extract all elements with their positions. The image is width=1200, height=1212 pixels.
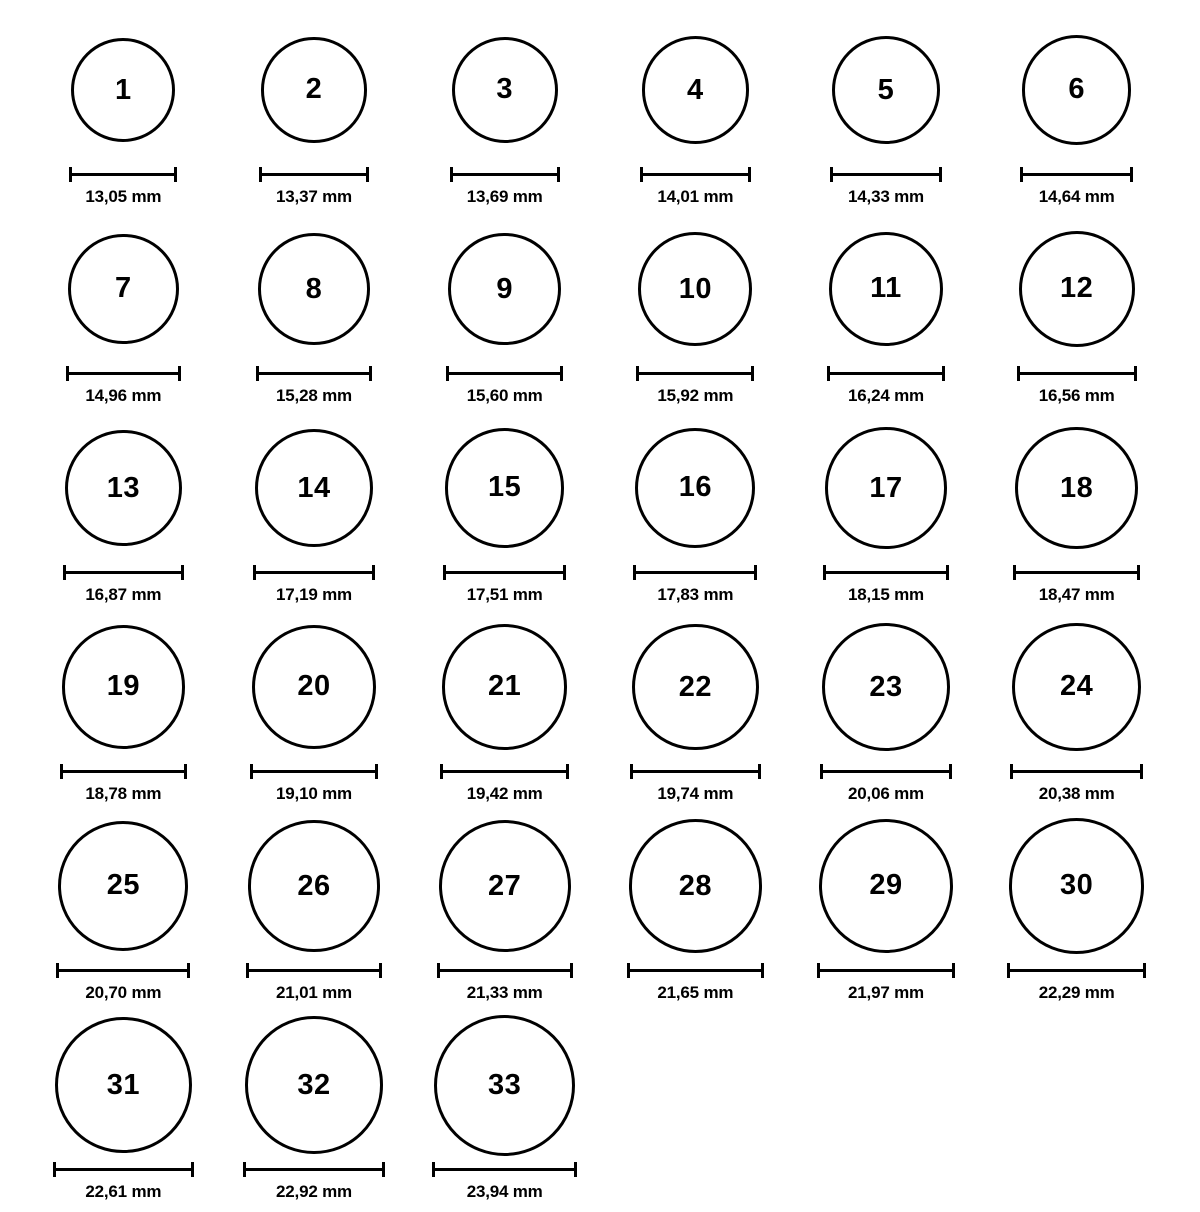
diameter-ruler-icon xyxy=(450,167,560,181)
measurement-bar-wrap xyxy=(250,763,379,779)
ruler-tick-right-icon xyxy=(372,565,375,580)
diameter-ruler-icon xyxy=(817,963,955,977)
diameter-ruler-icon xyxy=(60,764,187,778)
measurement-bar-wrap xyxy=(53,1161,193,1177)
diameter-ruler-icon xyxy=(63,565,184,579)
diameter-ruler-icon xyxy=(827,366,946,380)
diameter-value: 20,06 mm xyxy=(848,784,924,803)
ring-circle xyxy=(62,625,185,748)
ruler-tick-right-icon xyxy=(758,764,761,779)
ruler-tick-right-icon xyxy=(761,963,764,978)
ruler-tick-right-icon xyxy=(946,565,949,580)
ring-circle-wrap xyxy=(71,18,175,162)
ring-size-cell xyxy=(28,615,219,814)
diameter-ruler-icon xyxy=(640,167,751,181)
diameter-ruler-icon xyxy=(56,963,190,977)
ruler-tick-left-icon xyxy=(443,565,446,580)
ruler-tick-left-icon xyxy=(1013,565,1016,580)
measurement-bar-wrap xyxy=(63,564,184,580)
diameter-value: 23,94 mm xyxy=(466,1182,543,1201)
ring-circle xyxy=(448,233,561,346)
ring-circle-wrap xyxy=(819,814,953,958)
measurement-bar-wrap xyxy=(259,166,368,182)
ring-size-cell xyxy=(28,814,219,1013)
ring-size-cell xyxy=(409,1013,600,1212)
ruler-tick-right-icon xyxy=(949,764,952,779)
diameter-ruler-icon xyxy=(259,167,368,181)
ring-circle xyxy=(1022,35,1131,144)
ring-size-label: 6 xyxy=(1068,73,1085,106)
diameter-ruler-icon xyxy=(823,565,948,579)
diameter-ruler-icon xyxy=(256,366,372,380)
ring-circle xyxy=(255,429,373,547)
ruler-tick-right-icon xyxy=(375,764,378,779)
ring-circle-wrap xyxy=(629,814,762,958)
ring-size-label: 1 xyxy=(115,73,132,106)
ring-size-cell xyxy=(791,814,982,1013)
measurement-bar-wrap xyxy=(432,1161,577,1177)
ring-size-label: 31 xyxy=(106,1068,140,1101)
diameter-ruler-icon xyxy=(440,764,570,778)
ring-circle xyxy=(632,624,759,751)
ring-size-cell xyxy=(981,615,1172,814)
ring-size-cell xyxy=(219,217,410,416)
measurement-bar-wrap xyxy=(443,564,566,580)
ruler-tick-left-icon xyxy=(437,963,440,978)
ring-size-label: 11 xyxy=(870,272,902,305)
ring-size-label: 26 xyxy=(297,869,331,902)
ruler-tick-left-icon xyxy=(633,565,636,580)
ruler-tick-left-icon xyxy=(432,1162,435,1177)
ring-circle xyxy=(832,36,940,144)
diameter-value: 13,05 mm xyxy=(85,187,162,206)
measurement-bar-wrap xyxy=(633,564,757,580)
ruler-tick-left-icon xyxy=(53,1162,56,1177)
diameter-value: 14,64 mm xyxy=(1038,187,1115,206)
ring-size-label: 9 xyxy=(496,272,513,305)
ring-size-cell xyxy=(791,416,982,615)
ruler-tick-right-icon xyxy=(942,366,945,381)
ring-size-label: 8 xyxy=(305,272,323,305)
diameter-value: 17,51 mm xyxy=(466,585,543,604)
ring-circle-wrap xyxy=(822,615,950,759)
ring-circle xyxy=(1019,231,1135,347)
diameter-ruler-icon xyxy=(820,764,952,778)
ruler-tick-right-icon xyxy=(563,565,566,580)
diameter-value: 22,61 mm xyxy=(85,1182,162,1201)
ruler-tick-right-icon xyxy=(181,565,184,580)
measurement-bar-wrap xyxy=(636,365,754,381)
diameter-ruler-icon xyxy=(627,963,764,977)
ring-size-label: 2 xyxy=(305,73,323,106)
ruler-tick-left-icon xyxy=(630,764,633,779)
ring-size-label: 27 xyxy=(488,869,522,902)
ring-size-label: 3 xyxy=(496,73,513,106)
ring-circle xyxy=(248,820,379,951)
ring-size-label: 30 xyxy=(1060,869,1094,902)
ring-size-label: 14 xyxy=(297,471,331,504)
ring-size-cell xyxy=(791,18,982,217)
ruler-tick-left-icon xyxy=(636,366,639,381)
ring-circle-wrap xyxy=(632,615,759,759)
ring-size-cell xyxy=(981,217,1172,416)
diameter-value: 21,97 mm xyxy=(848,983,924,1002)
ring-size-cell xyxy=(981,18,1172,217)
diameter-value: 19,74 mm xyxy=(657,784,734,803)
ring-circle-wrap xyxy=(829,217,944,361)
ring-size-label: 33 xyxy=(488,1068,522,1101)
ruler-tick-left-icon xyxy=(820,764,823,779)
ring-circle-wrap xyxy=(62,615,185,759)
ruler-tick-left-icon xyxy=(1007,963,1010,978)
diameter-ruler-icon xyxy=(66,366,180,380)
measurement-bar-wrap xyxy=(243,1161,385,1177)
ruler-tick-left-icon xyxy=(830,167,833,182)
ring-circle-wrap xyxy=(1022,18,1131,162)
ruler-tick-left-icon xyxy=(259,167,262,182)
ruler-tick-left-icon xyxy=(627,963,630,978)
measurement-bar-wrap xyxy=(256,365,372,381)
ruler-tick-left-icon xyxy=(446,366,449,381)
diameter-value: 19,42 mm xyxy=(466,784,543,803)
diameter-ruler-icon xyxy=(246,963,381,977)
ring-circle xyxy=(65,430,182,547)
ring-size-label: 22 xyxy=(678,670,712,703)
ring-size-label: 24 xyxy=(1060,670,1094,703)
ring-size-cell xyxy=(219,416,410,615)
diameter-ruler-icon xyxy=(630,764,761,778)
ring-size-label: 16 xyxy=(678,471,712,504)
ring-circle xyxy=(252,625,377,750)
ring-size-cell xyxy=(600,217,791,416)
diameter-value: 21,65 mm xyxy=(657,983,734,1002)
ring-size-cell xyxy=(28,1013,219,1212)
ring-circle-wrap xyxy=(439,814,571,958)
ring-circle-wrap xyxy=(55,1013,191,1157)
ruler-tick-right-icon xyxy=(178,366,181,381)
ring-circle xyxy=(258,233,370,345)
diameter-value: 20,70 mm xyxy=(85,983,162,1002)
ring-circle xyxy=(635,428,755,548)
diameter-value: 15,92 mm xyxy=(657,386,734,405)
diameter-ruler-icon xyxy=(1013,565,1139,579)
diameter-value: 17,19 mm xyxy=(276,585,352,604)
ruler-tick-left-icon xyxy=(817,963,820,978)
ring-size-label: 19 xyxy=(106,670,140,703)
ring-size-grid xyxy=(28,18,1172,1212)
diameter-value: 19,10 mm xyxy=(276,784,352,803)
ring-circle xyxy=(445,428,564,547)
ring-size-cell xyxy=(791,615,982,814)
ring-circle-wrap xyxy=(638,217,752,361)
ring-size-cell xyxy=(28,416,219,615)
ring-size-label: 10 xyxy=(678,272,712,305)
ring-circle-wrap xyxy=(442,615,568,759)
diameter-ruler-icon xyxy=(1007,963,1146,977)
ruler-tick-left-icon xyxy=(827,366,830,381)
diameter-value: 17,83 mm xyxy=(657,585,734,604)
ring-size-label: 4 xyxy=(687,73,704,106)
ring-circle-wrap xyxy=(65,416,182,560)
ruler-tick-left-icon xyxy=(256,366,259,381)
ruler-tick-right-icon xyxy=(382,1162,385,1177)
ruler-tick-left-icon xyxy=(246,963,249,978)
ring-size-cell xyxy=(219,615,410,814)
ring-circle xyxy=(642,36,749,143)
diameter-ruler-icon xyxy=(633,565,757,579)
diameter-value: 14,33 mm xyxy=(848,187,924,206)
ring-size-cell xyxy=(600,615,791,814)
ring-size-cell xyxy=(409,217,600,416)
ring-size-cell xyxy=(981,416,1172,615)
ring-circle xyxy=(434,1015,575,1156)
ring-circle-wrap xyxy=(245,1013,383,1157)
ring-size-cell xyxy=(600,416,791,615)
ring-size-label: 23 xyxy=(869,670,903,703)
diameter-value: 13,37 mm xyxy=(276,187,352,206)
ruler-tick-right-icon xyxy=(369,366,372,381)
ruler-tick-right-icon xyxy=(1134,366,1137,381)
diameter-value: 18,47 mm xyxy=(1038,585,1115,604)
ruler-tick-right-icon xyxy=(560,366,563,381)
ruler-tick-right-icon xyxy=(570,963,573,978)
ruler-tick-right-icon xyxy=(191,1162,194,1177)
diameter-ruler-icon xyxy=(53,1162,193,1176)
measurement-bar-wrap xyxy=(630,763,761,779)
measurement-bar-wrap xyxy=(450,166,560,182)
diameter-value: 14,96 mm xyxy=(85,386,162,405)
ruler-tick-left-icon xyxy=(640,167,643,182)
ruler-tick-left-icon xyxy=(1020,167,1023,182)
ruler-tick-left-icon xyxy=(440,764,443,779)
ring-size-label: 13 xyxy=(106,471,140,504)
ring-circle xyxy=(58,821,188,951)
measurement-bar-wrap xyxy=(1020,166,1133,182)
ring-circle-wrap xyxy=(445,416,564,560)
ruler-tick-right-icon xyxy=(1143,963,1146,978)
ring-circle xyxy=(629,819,762,952)
diameter-ruler-icon xyxy=(1020,167,1133,181)
ring-circle xyxy=(1015,427,1137,549)
ring-circle xyxy=(439,820,571,952)
ring-size-label: 18 xyxy=(1060,471,1094,504)
measurement-bar-wrap xyxy=(246,962,381,978)
ruler-tick-right-icon xyxy=(1140,764,1143,779)
ring-size-cell xyxy=(981,814,1172,1013)
ring-size-cell xyxy=(409,18,600,217)
diameter-ruler-icon xyxy=(253,565,375,579)
ring-circle xyxy=(825,427,946,548)
ring-circle xyxy=(442,624,568,750)
measurement-bar-wrap xyxy=(1010,763,1143,779)
ring-size-label: 32 xyxy=(297,1068,331,1101)
ring-circle-wrap xyxy=(58,814,188,958)
ring-circle-wrap xyxy=(448,217,561,361)
ruler-tick-right-icon xyxy=(754,565,757,580)
measurement-bar-wrap xyxy=(253,564,375,580)
diameter-ruler-icon xyxy=(1010,764,1143,778)
ring-size-cell xyxy=(28,217,219,416)
diameter-ruler-icon xyxy=(446,366,563,380)
ruler-tick-left-icon xyxy=(1017,366,1020,381)
ruler-tick-right-icon xyxy=(187,963,190,978)
ring-circle-wrap xyxy=(248,814,379,958)
ruler-tick-right-icon xyxy=(952,963,955,978)
ring-size-label: 12 xyxy=(1060,272,1094,305)
measurement-bar-wrap xyxy=(446,365,563,381)
diameter-value: 15,28 mm xyxy=(276,386,352,405)
ring-size-label: 28 xyxy=(678,869,712,902)
ruler-tick-left-icon xyxy=(66,366,69,381)
ring-circle xyxy=(71,38,175,142)
diameter-ruler-icon xyxy=(243,1162,385,1176)
ruler-tick-left-icon xyxy=(60,764,63,779)
ring-circle xyxy=(452,37,558,143)
measurement-bar-wrap xyxy=(823,564,948,580)
diameter-ruler-icon xyxy=(443,565,566,579)
measurement-bar-wrap xyxy=(830,166,942,182)
diameter-value: 22,29 mm xyxy=(1038,983,1115,1002)
diameter-ruler-icon xyxy=(437,963,573,977)
measurement-bar-wrap xyxy=(627,962,764,978)
ruler-tick-left-icon xyxy=(450,167,453,182)
measurement-bar-wrap xyxy=(820,763,952,779)
ring-circle xyxy=(638,232,752,346)
ruler-tick-right-icon xyxy=(379,963,382,978)
ruler-tick-right-icon xyxy=(557,167,560,182)
ring-circle xyxy=(822,623,950,751)
ring-size-cell xyxy=(600,18,791,217)
diameter-value: 16,56 mm xyxy=(1038,386,1115,405)
ring-size-cell xyxy=(219,1013,410,1212)
ring-size-cell xyxy=(28,18,219,217)
ring-size-cell xyxy=(409,416,600,615)
ring-circle-wrap xyxy=(1019,217,1135,361)
ring-circle-wrap xyxy=(452,18,558,162)
measurement-bar-wrap xyxy=(56,962,190,978)
ring-circle-wrap xyxy=(1012,615,1141,759)
measurement-bar-wrap xyxy=(817,962,955,978)
diameter-value: 18,78 mm xyxy=(85,784,162,803)
ruler-tick-left-icon xyxy=(69,167,72,182)
ring-size-label: 5 xyxy=(877,73,895,106)
ring-circle-wrap xyxy=(1015,416,1137,560)
ring-size-cell xyxy=(409,814,600,1013)
ring-circle xyxy=(819,819,953,953)
ruler-tick-left-icon xyxy=(1010,764,1013,779)
ring-size-cell xyxy=(600,814,791,1013)
diameter-ruler-icon xyxy=(1017,366,1137,380)
ruler-tick-right-icon xyxy=(366,167,369,182)
ring-circle-wrap xyxy=(252,615,377,759)
diameter-value: 21,01 mm xyxy=(276,983,352,1002)
ring-circle-wrap xyxy=(255,416,373,560)
diameter-ruler-icon xyxy=(69,167,177,181)
measurement-bar-wrap xyxy=(69,166,177,182)
measurement-bar-wrap xyxy=(66,365,180,381)
ring-size-label: 15 xyxy=(488,471,522,504)
ring-circle-wrap xyxy=(832,18,940,162)
ring-circle-wrap xyxy=(261,18,366,162)
ruler-tick-left-icon xyxy=(243,1162,246,1177)
ring-circle xyxy=(68,234,178,344)
ring-circle-wrap xyxy=(258,217,370,361)
diameter-ruler-icon xyxy=(250,764,379,778)
measurement-bar-wrap xyxy=(827,365,946,381)
ring-circle xyxy=(829,232,944,347)
ring-circle-wrap xyxy=(434,1013,575,1157)
diameter-ruler-icon xyxy=(830,167,942,181)
measurement-bar-wrap xyxy=(640,166,751,182)
ring-size-cell xyxy=(219,18,410,217)
ruler-tick-right-icon xyxy=(1130,167,1133,182)
ruler-tick-left-icon xyxy=(250,764,253,779)
diameter-value: 16,87 mm xyxy=(85,585,162,604)
ring-size-cell xyxy=(791,217,982,416)
ruler-tick-right-icon xyxy=(751,366,754,381)
ring-size-cell xyxy=(409,615,600,814)
ring-size-label: 20 xyxy=(297,670,331,703)
diameter-value: 21,33 mm xyxy=(466,983,543,1002)
ruler-tick-right-icon xyxy=(1137,565,1140,580)
ruler-tick-left-icon xyxy=(63,565,66,580)
ring-size-label: 7 xyxy=(115,272,132,305)
ring-circle xyxy=(55,1017,191,1153)
measurement-bar-wrap xyxy=(60,763,187,779)
diameter-value: 16,24 mm xyxy=(848,386,924,405)
measurement-bar-wrap xyxy=(1007,962,1146,978)
ruler-tick-right-icon xyxy=(174,167,177,182)
measurement-bar-wrap xyxy=(1013,564,1139,580)
ring-circle-wrap xyxy=(1009,814,1144,958)
ruler-tick-left-icon xyxy=(56,963,59,978)
ring-circle xyxy=(1009,818,1144,953)
ruler-tick-right-icon xyxy=(748,167,751,182)
ring-circle-wrap xyxy=(68,217,178,361)
diameter-value: 14,01 mm xyxy=(657,187,734,206)
diameter-value: 20,38 mm xyxy=(1038,784,1115,803)
diameter-value: 22,92 mm xyxy=(276,1182,352,1201)
ring-size-label: 21 xyxy=(488,670,522,703)
ring-circle xyxy=(261,37,366,142)
measurement-bar-wrap xyxy=(440,763,570,779)
ring-circle-wrap xyxy=(825,416,946,560)
ruler-tick-right-icon xyxy=(939,167,942,182)
ruler-tick-left-icon xyxy=(253,565,256,580)
ruler-tick-left-icon xyxy=(823,565,826,580)
ring-size-label: 29 xyxy=(869,869,903,902)
ring-circle xyxy=(1012,623,1141,752)
ring-size-label: 25 xyxy=(106,869,140,902)
diameter-value: 13,69 mm xyxy=(466,187,543,206)
ruler-tick-right-icon xyxy=(566,764,569,779)
diameter-value: 18,15 mm xyxy=(848,585,924,604)
ruler-tick-right-icon xyxy=(574,1162,577,1177)
measurement-bar-wrap xyxy=(1017,365,1137,381)
measurement-bar-wrap xyxy=(437,962,573,978)
ring-circle xyxy=(245,1016,383,1154)
ring-size-label: 17 xyxy=(869,471,903,504)
diameter-ruler-icon xyxy=(636,366,754,380)
ring-circle-wrap xyxy=(642,18,749,162)
ring-size-cell xyxy=(219,814,410,1013)
diameter-ruler-icon xyxy=(432,1162,577,1176)
diameter-value: 15,60 mm xyxy=(466,386,543,405)
ring-circle-wrap xyxy=(635,416,755,560)
ruler-tick-right-icon xyxy=(184,764,187,779)
